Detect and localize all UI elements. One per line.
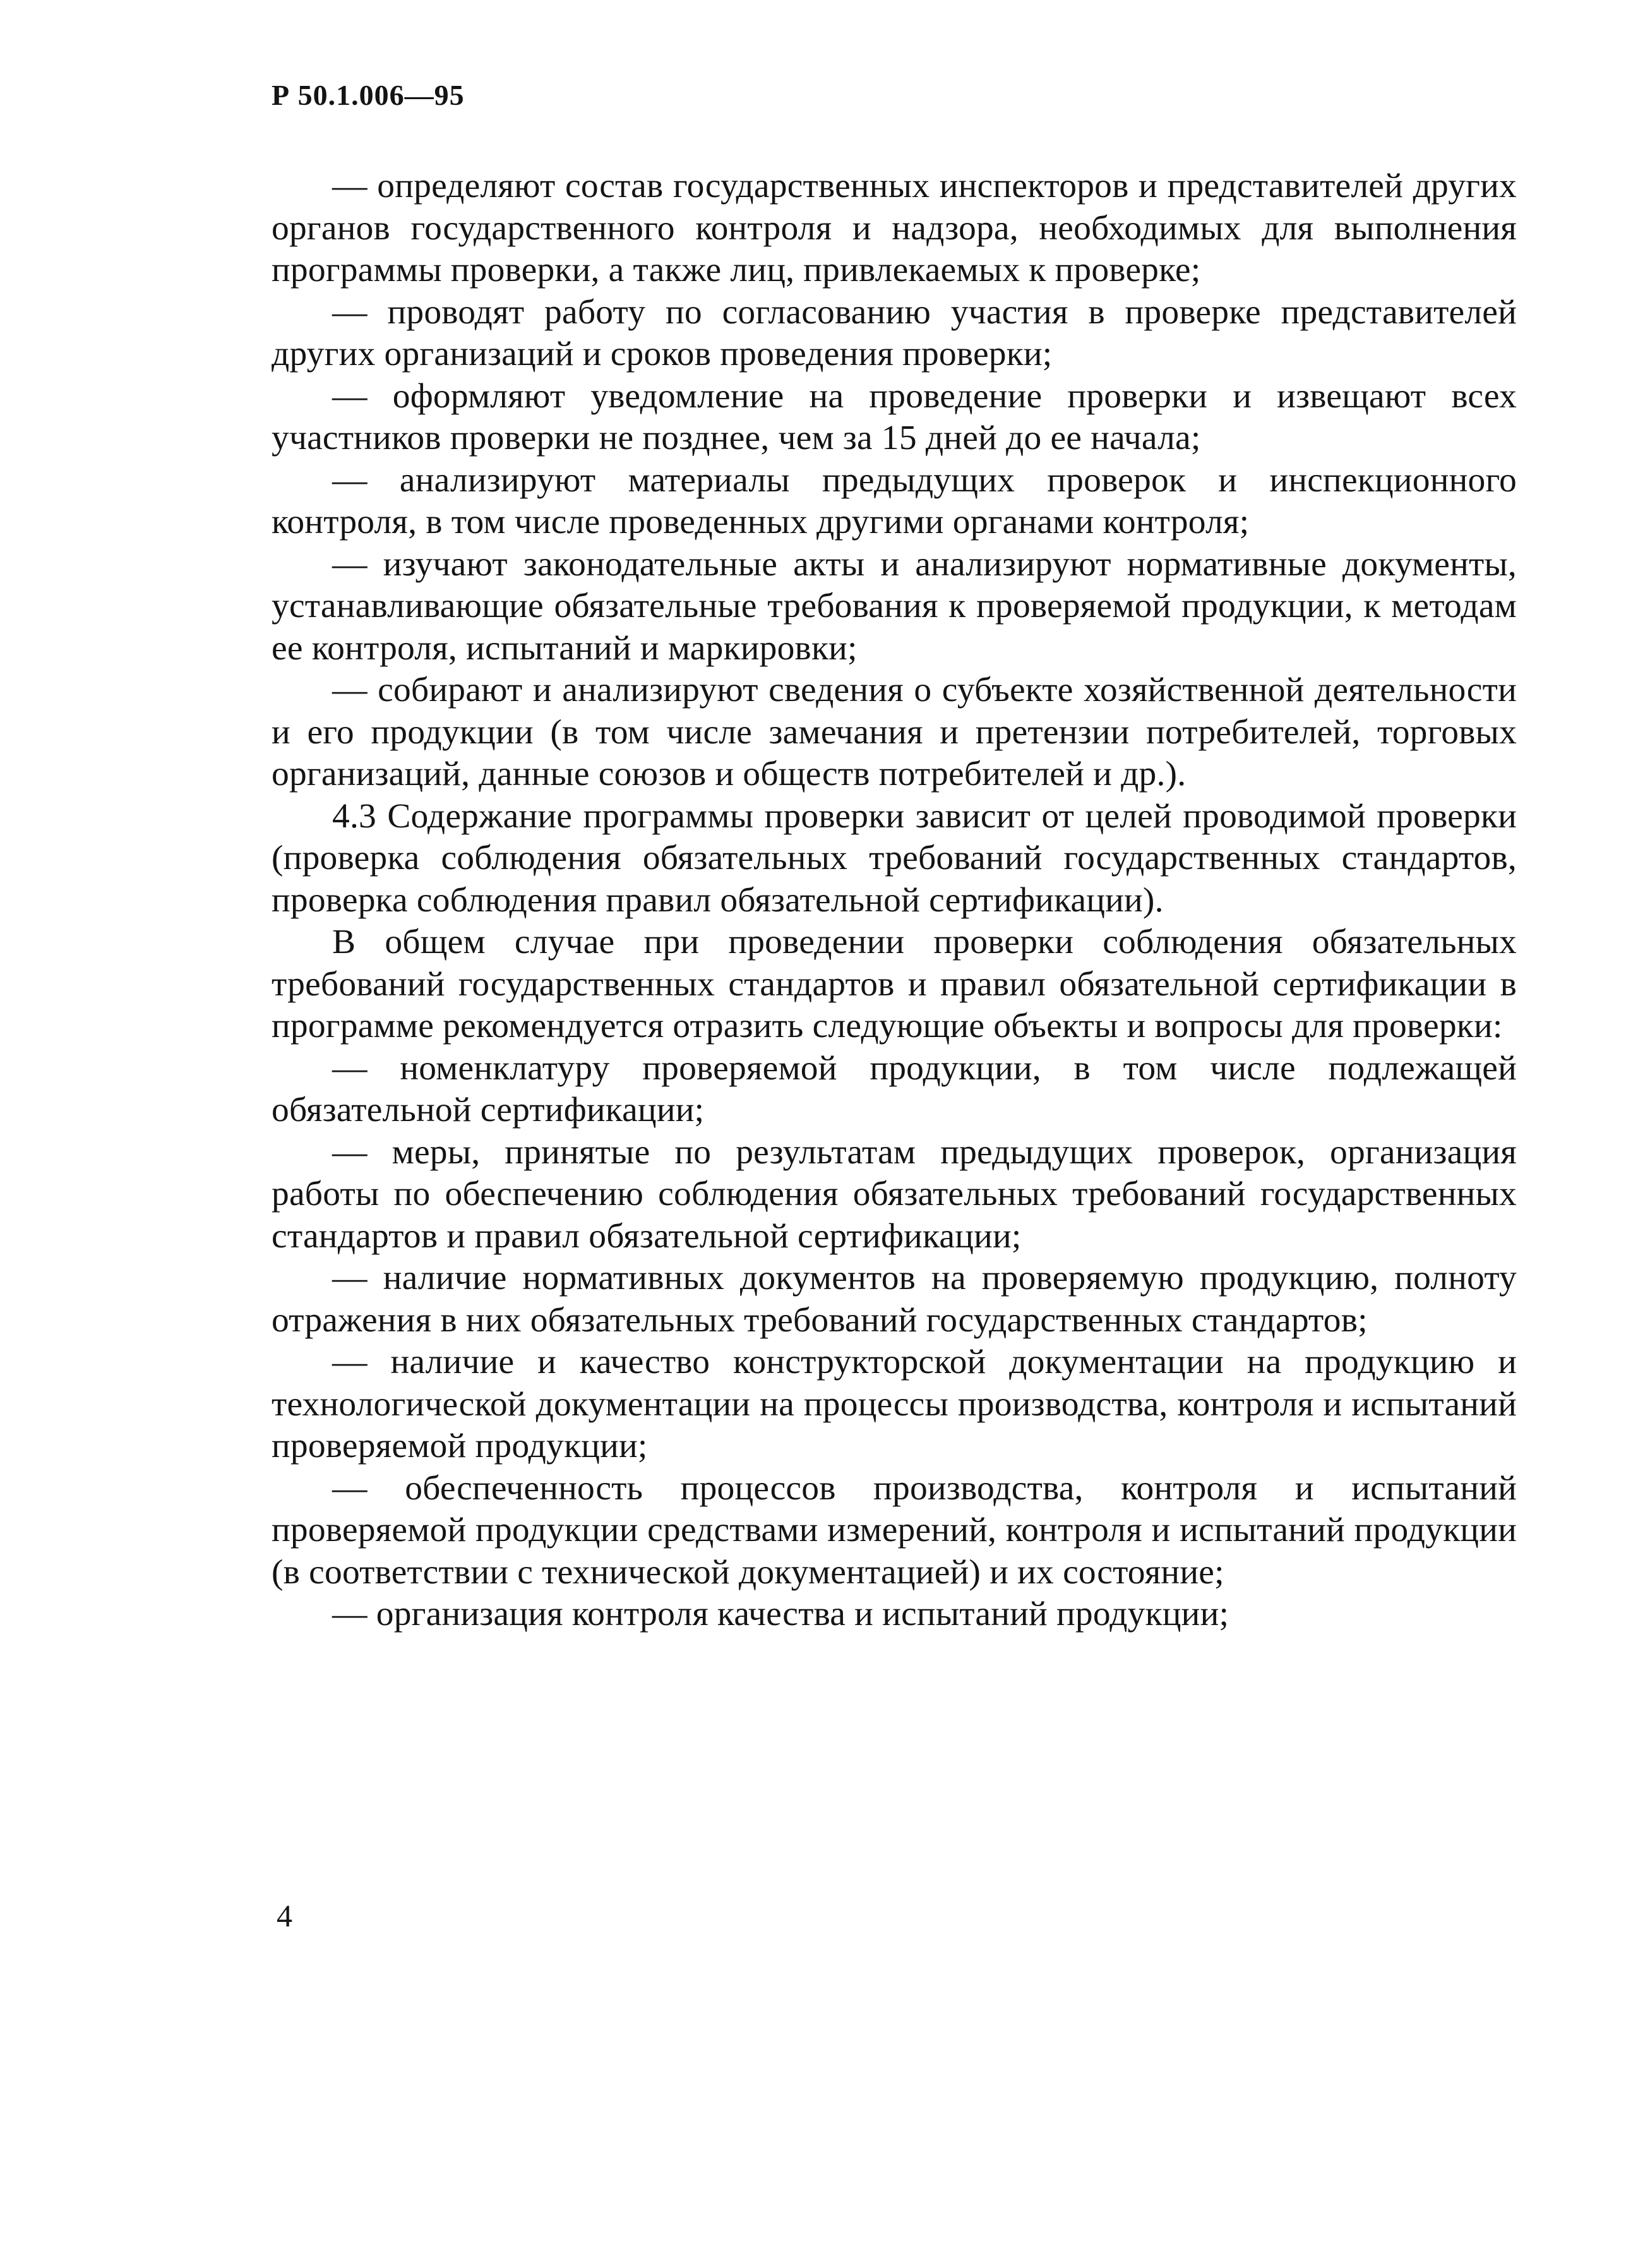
paragraph: — наличие и качество конструкторской документации на продукцию и технологической документации на процессы производства, контроля и испытаний проверяемой продукции; xyxy=(272,1343,1517,1465)
paragraph: — проводят работу по согласованию участия в проверке представителей других организаций и сроков проведения проверки; xyxy=(272,292,1517,373)
paragraph: — номенклатуру проверяемой продукции, в том числе подлежащей обязательной сертификации; xyxy=(272,1048,1517,1129)
document-code: Р 50.1.006—95 xyxy=(272,79,465,111)
paragraph: — оформляют уведомление на проведение проверки и извещают всех участников проверки не позднее, чем за 15 дней до ее начала; xyxy=(272,376,1517,457)
paragraph: — определяют состав государственных инспекторов и представителей других органов государственного контроля и надзора, необходимых для выполнения программы проверки, а также лиц, привлекаемых к проверке; xyxy=(272,167,1517,289)
body-text xyxy=(272,165,1517,1636)
paragraph: — собирают и анализируют сведения о субъекте хозяйственной деятельности и его продукции (в том числе замечания и претензии потребителей, торговых организаций, данные союзов и обществ потребителей и др.). xyxy=(272,671,1517,793)
paragraph: — анализируют материалы предыдущих проверок и инспекционного контроля, в том числе проведенных другими органами контроля; xyxy=(272,460,1517,541)
paragraph: — изучают законодательные акты и анализируют нормативные документы, устанавливающие обязательные требования к проверяемой продукции, к методам ее контроля, испытаний и маркировки; xyxy=(272,544,1517,668)
paragraph: — организация контроля качества и испытаний продукции; xyxy=(332,1595,1229,1633)
paragraph: — обеспеченность процессов производства, контроля и испытаний проверяемой продукции средствами измерений, контроля и испытаний продукции (в соответствии с технической документацией) и их состояние; xyxy=(272,1468,1517,1592)
paragraph: В общем случае при проведении проверки соблюдения обязательных требований государственных стандартов и правил обязательной сертификации в программе рекомендуется отразить следующие объекты и вопросы для проверки: xyxy=(272,923,1517,1045)
paragraph: — наличие нормативных документов на проверяемую продукцию, полноту отражения в них обязательных требований государственных стандартов; xyxy=(272,1259,1517,1340)
page-number: 4 xyxy=(277,1898,292,1933)
paragraph: — меры, принятые по результатам предыдущих проверок, организация работы по обеспечению соблюдения обязательных требований государственных стандартов и правил обязательной сертификации; xyxy=(272,1132,1517,1256)
paragraph: 4.3 Содержание программы проверки зависит от целей проводимой проверки (проверка соблюдения обязательных требований государственных стандартов, проверка соблюдения правил обязательной сертификации). xyxy=(272,796,1517,920)
